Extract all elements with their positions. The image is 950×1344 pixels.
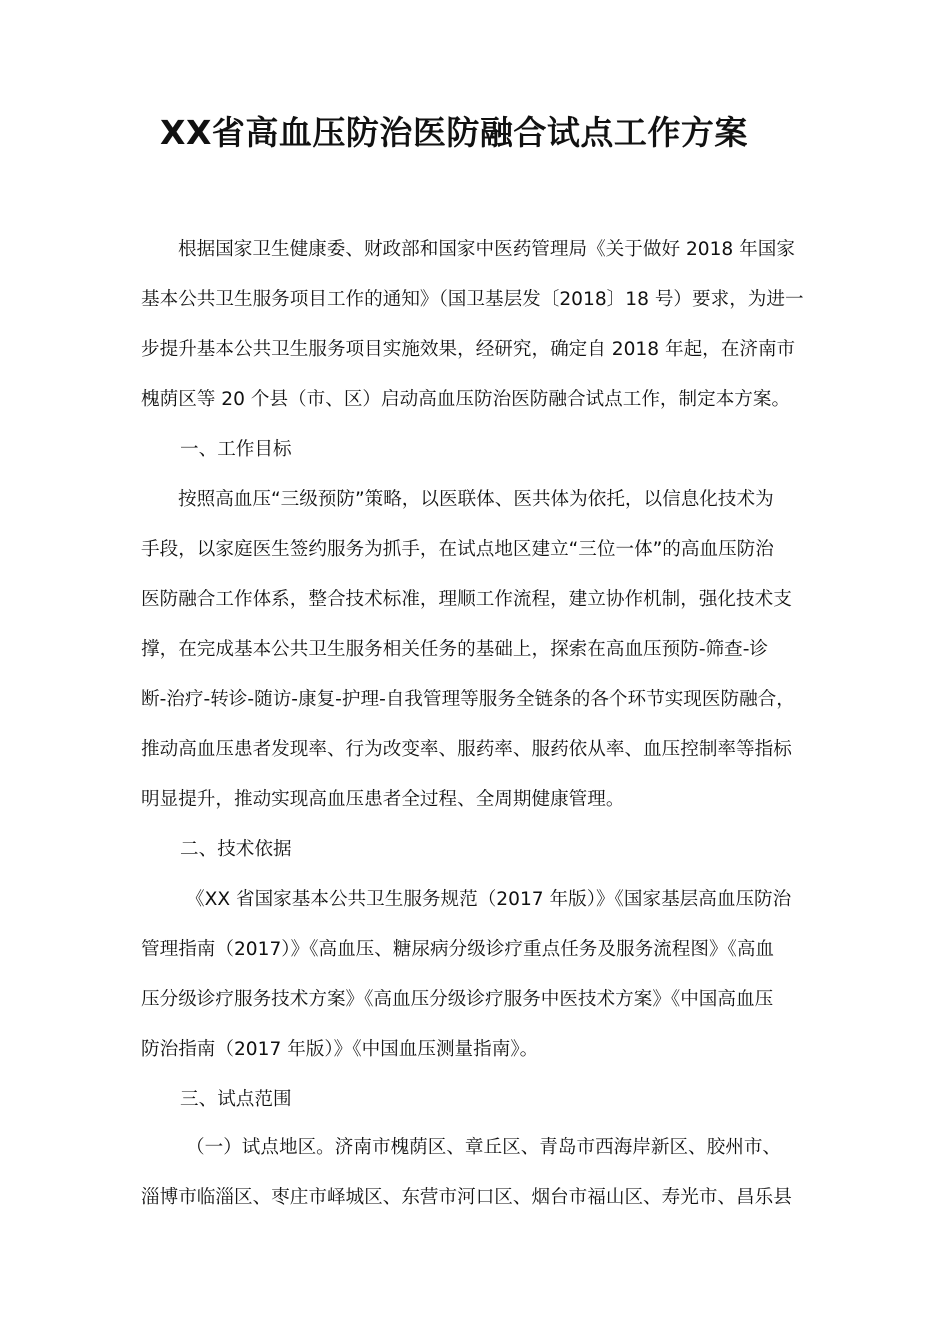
paragraph-line: 撑，在完成基本公共卫生服务相关任务的基础上，探索在高血压预防-筛查-诊 [141, 639, 769, 660]
paragraph-line: 按照高血压“三级预防”策略，以医联体、医共体为依托，以信息化技术为 [178, 489, 774, 510]
paragraph-line: 步提升基本公共卫生服务项目实施效果，经研究，确定自 2018 年起，在济南市 [141, 339, 796, 360]
paragraph-line: 防治指南（2017 年版）》《中国血压测量指南》。 [141, 1039, 539, 1060]
paragraph-line: 《XX 省国家基本公共卫生服务规范（2017 年版）》《国家基层高血压防治 [186, 889, 792, 910]
paragraph-line: 手段，以家庭医生签约服务为抓手，在试点地区建立“三位一体”的高血压防治 [141, 539, 774, 560]
paragraph-line: 根据国家卫生健康委、财政部和国家中医药管理局《关于做好 2018 年国家 [178, 239, 795, 260]
paragraph-line: （一）试点地区。济南市槐荫区、章丘区、青岛市西海岸新区、胶州市、 [186, 1137, 782, 1158]
paragraph-line: 医防融合工作体系，整合技术标准，理顺工作流程，建立协作机制，强化技术支 [141, 589, 792, 610]
paragraph-line: 管理指南（2017）》《高血压、糖尿病分级诊疗重点任务及服务流程图》《高血 [141, 939, 775, 960]
paragraph-line: 压分级诊疗服务技术方案》《高血压分级诊疗服务中医技术方案》《中国高血压 [141, 989, 774, 1010]
paragraph-line: 断-治疗-转诊-随访-康复-护理-自我管理等服务全链条的各个环节实现医防融合， [141, 689, 795, 710]
paragraph-line: 明显提升，推动实现高血压患者全过程、全周期健康管理。 [141, 789, 625, 810]
paragraph-line: 淄博市临淄区、枣庄市峄城区、东营市河口区、烟台市福山区、寿光市、昌乐县 [141, 1187, 792, 1208]
paragraph-line: 基本公共卫生服务项目工作的通知》（国卫基层发〔2018〕18 号）要求，为进一 [141, 289, 804, 310]
paragraph-line: 推动高血压患者发现率、行为改变率、服药率、服药依从率、血压控制率等指标 [141, 739, 792, 760]
section-heading: 三、试点范围 [180, 1089, 292, 1110]
section-heading: 一、工作目标 [180, 439, 292, 460]
section-heading: 二、技术依据 [180, 839, 292, 860]
document-title: XX省高血压防治医防融合试点工作方案 [160, 113, 748, 152]
paragraph-line: 槐荫区等 20 个县（市、区）启动高血压防治医防融合试点工作，制定本方案。 [141, 389, 791, 410]
